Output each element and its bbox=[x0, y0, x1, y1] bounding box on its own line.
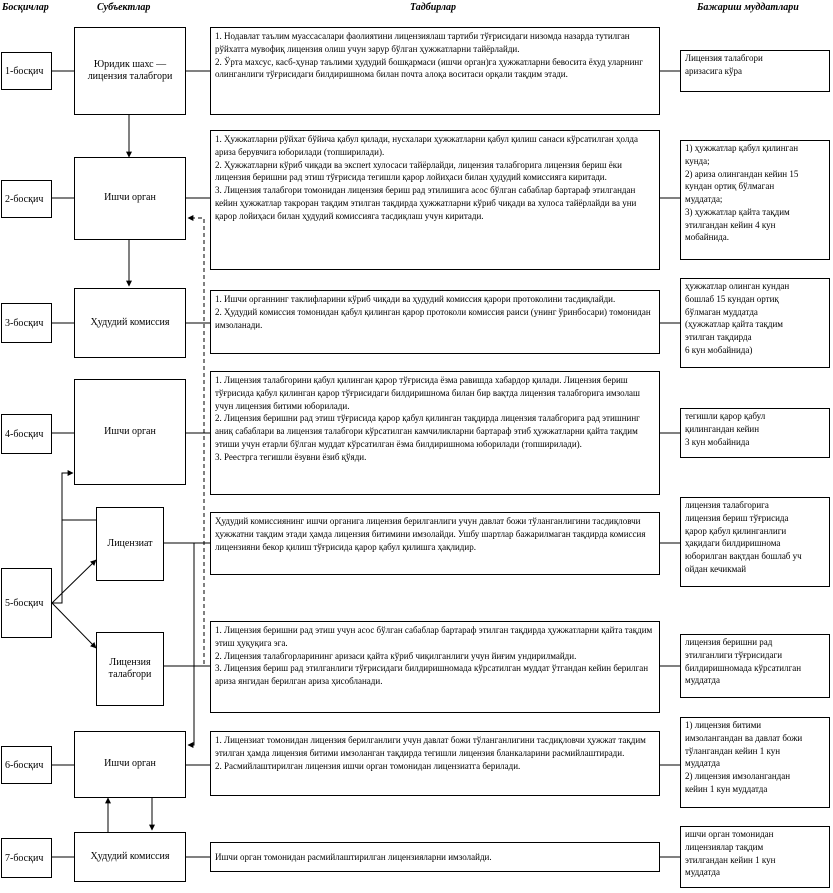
deadline-line: юборилган вақтдан бошлаб уч bbox=[685, 551, 802, 562]
deadline-line: 2) ариза олингандан кейин 15 bbox=[685, 168, 799, 179]
action-item: 2. Ҳудудий комиссия томонидан қабул қилинган қарор протоколи комиссия раиси (унинг ўринбосари) томонидан имзоланади. bbox=[215, 306, 651, 330]
stage-3: 3-босқич bbox=[1, 303, 52, 343]
action-item: Ишчи орган томонидан расмийлаштирилган лицензияларни имзолайди. bbox=[215, 851, 492, 862]
stage-4: 4-босқич bbox=[1, 414, 52, 454]
action-item: 1. Ишчи органнинг таклифларини кўриб чиқади ва ҳудудий комиссия қарори протоколини тасдиқлайди. bbox=[215, 294, 616, 304]
deadline-line: 1) ҳужжатлар қабул қилинган bbox=[685, 143, 799, 153]
stage-5: 5-босқич bbox=[1, 568, 52, 638]
action-item: 3. Лицензия бериш рад этилганлиги тўғрисидаги билдиришномада кўрсатилган муддат ўтгандан кейин берилган ариза янгидан берилган ариза ҳисобланади. bbox=[215, 663, 649, 687]
action-item: 2. Ҳужжатларни кўриб чиқади ва экспert хулосаси тайёрлайди, лицензия талабгорига лицензия бериш ёки лицензия беришни рад этиш тўғрисида тегишли қарор лойиҳаси билан ҳудудий комиссияга киритади. bbox=[215, 159, 622, 183]
deadline-line: 3) ҳужжатлар қайта тақдим bbox=[685, 206, 790, 217]
action-item: 1. Лицензиат томонидан лицензия берилганлиги учун давлат божи тўланганлигини тасдиқловчи ҳужжат тақдим этилган ҳамда лицензия битими имзоланган тақдирда тегишли лицензия бланкаларини расмийлаштиради. bbox=[215, 735, 646, 758]
deadline-line: ҳужжатлар олинган кундан bbox=[685, 281, 790, 291]
actions-stage-2 bbox=[210, 130, 660, 270]
header-deadlines: Бажариш муддатлари bbox=[697, 2, 799, 13]
deadline-line: аризасига кўра bbox=[685, 65, 742, 76]
action-item: 3. Лицензия талабгори томонидан лицензия бериш рад этилишига асос бўлган сабаблар бартараф этилгандан кейин ҳужжатлар такроран тақдим этилган тақдирда ҳужжатларни кўриб чиқади ва хулоса тайёрлайди ва уни қарор лойиҳаси билан ҳудудий комиссияга тасдиқлаш учун киритади. bbox=[215, 185, 637, 221]
deadline-line: лицензия талабгорига bbox=[685, 500, 769, 510]
subject-licensee: Лицензиат bbox=[96, 507, 164, 581]
header-actions: Тадбирлар bbox=[410, 2, 457, 13]
deadline-line: этилгандан кейин 1 кун bbox=[685, 854, 776, 865]
subject-regional-commission: Ҳудудий комиссия bbox=[74, 832, 186, 882]
subject-license-applicant: Юридик шахс — лицензия талабгори bbox=[74, 27, 186, 115]
deadline-line: мобайнида. bbox=[685, 232, 730, 243]
header-subjects: Субъектлар bbox=[97, 2, 151, 13]
deadline-line: 6 кун мобайнида) bbox=[685, 344, 753, 355]
actions-stage-5-licensee bbox=[210, 512, 660, 575]
actions-stage-7 bbox=[210, 842, 660, 872]
actions-stage-1 bbox=[210, 27, 660, 115]
deadline-line: муддатда bbox=[685, 675, 720, 686]
deadline-line: бошлаб 15 кундан ортиқ bbox=[685, 293, 779, 304]
deadline-line: билдиришномада кўрсатилган bbox=[685, 662, 802, 673]
deadline-stage-4 bbox=[680, 408, 830, 458]
actions-stage-4 bbox=[210, 371, 660, 495]
subject-working-body: Ишчи орган bbox=[74, 157, 186, 240]
deadline-line: кейин 1 кун муддатда bbox=[685, 783, 768, 794]
action-item: 2. Лицензия талабгорларининг аризаси қайта кўриб чиқилганлиги учун йиғим ундирилмайди. bbox=[215, 650, 577, 661]
action-item: 1. Ҳужжатларни рўйхат бўйича қабул қилади, нусхалари ҳужжатларни қабул қилиш санаси кўрсатилган ҳолда ариза берувчига юборилади (топширилади). bbox=[215, 134, 638, 157]
deadline-stage-5-licensee bbox=[680, 497, 830, 587]
deadline-line: ишчи орган томонидан bbox=[685, 829, 774, 839]
deadline-stage-6 bbox=[680, 717, 830, 808]
stage-7: 7-босқич bbox=[1, 838, 52, 878]
stage-6: 6-босқич bbox=[1, 746, 52, 784]
deadline-line: бўлмаган муддатда bbox=[685, 306, 758, 317]
deadline-stage-2 bbox=[680, 140, 830, 260]
deadline-line: қарор қабул қилинганлиги bbox=[685, 525, 787, 536]
deadline-stage-5-applicant bbox=[680, 634, 830, 698]
subject-license-applicant: Лицензия талабгори bbox=[96, 632, 164, 706]
deadline-line: қилингандан кейин bbox=[685, 423, 760, 434]
deadline-line: муддатда bbox=[685, 758, 720, 769]
deadline-line: ҳақидаги билдиришнома bbox=[685, 538, 781, 549]
action-item: 1. Лицензия талабгорини қабул қилинган қарор тўғрисида ёзма равишда хабардор қилади. Лицензия бериш тўғрисида қабул қилинган қарор тўғрисидаги билдиришнома билан бир вақтда лицензия талабгорига имзолаш учун лицензия битими юборилади. bbox=[215, 375, 640, 411]
subject-regional-commission: Ҳудудий комиссия bbox=[74, 288, 186, 358]
deadline-line: кунда; bbox=[685, 155, 710, 166]
action-item: 2. Ўрта махсус, касб-ҳунар таълими ҳудудий бошқармаси (ишчи орган)га ҳужжатларни бевосита ёхуд уларнинг олинганлиги тўғрисидаги билдиришнома билан почта алоқа воситаси орқали тақдим этади. bbox=[215, 56, 643, 80]
deadline-line: муддатда bbox=[685, 867, 720, 878]
deadline-line: лицензия беришни рад bbox=[685, 637, 773, 647]
deadline-line: лицензия бериш тўғрисида bbox=[685, 512, 789, 523]
header-stages: Босқичлар bbox=[2, 2, 49, 13]
actions-stage-6 bbox=[210, 731, 660, 796]
deadline-line: 2) лицензия имзолангандан bbox=[685, 771, 791, 782]
action-item: 2. Лицензия беришни рад этиш тўғрисида қарор қабул қилинган тақдирда лицензия талабгорига рад этишнинг аниқ сабаблари ва лицензия талабгори кўрсатилган камчиликларни бартараф этиб ҳужжатларни қайта тақдим этиши учун етарли бўлган муддат кўрсатилган ёзма билдиришнома юборилади (топширилади). bbox=[215, 413, 640, 449]
action-item: 2. Расмийлаштирилган лицензия ишчи орган томонидан лицензиатга берилади. bbox=[215, 760, 521, 771]
deadline-line: тегишли қарор қабул bbox=[685, 411, 766, 421]
action-item: Ҳудудий комиссиянинг ишчи органига лицензия берилганлиги учун давлат божи тўланганлигини тасдиқловчи ҳужжатни тақдим этади ҳамда лицензия битимини имзолайди. Ушбу шартлар бажарилмаган тақдирда комиссия лицензияни бекор қилиш тўғрисида қарор қабул қилишга ҳақлидир. bbox=[215, 516, 646, 552]
deadline-line: тўлангандан кейин 1 кун bbox=[685, 745, 781, 756]
deadline-stage-3 bbox=[680, 278, 830, 368]
deadline-line: 3 кун мобайнида bbox=[685, 436, 750, 447]
deadline-stage-7 bbox=[680, 826, 830, 888]
deadline-line: муддатда; bbox=[685, 194, 723, 205]
action-item: 3. Реестрга тегишли ёзувни ёзиб қўяди. bbox=[215, 451, 367, 462]
deadline-line: 1) лицензия битими bbox=[685, 720, 762, 730]
actions-stage-5-applicant bbox=[210, 621, 660, 713]
deadline-line: (ҳужжатлар қайта тақдим bbox=[685, 319, 783, 330]
stage-2: 2-босқич bbox=[1, 180, 52, 218]
deadline-line: этилгандан кейин 4 кун bbox=[685, 219, 776, 230]
subject-working-body: Ишчи орган bbox=[74, 731, 186, 798]
deadline-line: имзолангандан ва давлат божи bbox=[685, 732, 803, 743]
deadline-line: кундан ортиқ бўлмаган bbox=[685, 181, 775, 192]
action-item: 1. Нодавлат таълим муассасалари фаолиятини лицензиялаш тартиби тўғрисидаги низомда назарда тутилган рўйхатга мувофиқ лицензия олиш учун зарур бўлган ҳужжатларни тайёрлайди. bbox=[215, 31, 630, 54]
stage-1: 1-босқич bbox=[1, 52, 52, 90]
deadline-line: этилганлиги тўғрисидаги bbox=[685, 649, 783, 660]
actions-stage-3 bbox=[210, 290, 660, 354]
deadline-line: лицензиялар тақдим bbox=[685, 841, 764, 852]
subject-working-body: Ишчи орган bbox=[74, 379, 186, 485]
deadline-line: этилган тақдирда bbox=[685, 332, 752, 343]
deadline-stage-1 bbox=[680, 50, 830, 92]
deadline-line: Лицензия талабгори bbox=[685, 53, 763, 63]
deadline-line: ойдан кечикмай bbox=[685, 563, 747, 574]
action-item: 1. Лицензия беришни рад этиш учун асос бўлган сабаблар бартараф этилган тақдирда ҳужжатларни қайта тақдим этиш ҳуқуқига эга. bbox=[215, 625, 653, 648]
